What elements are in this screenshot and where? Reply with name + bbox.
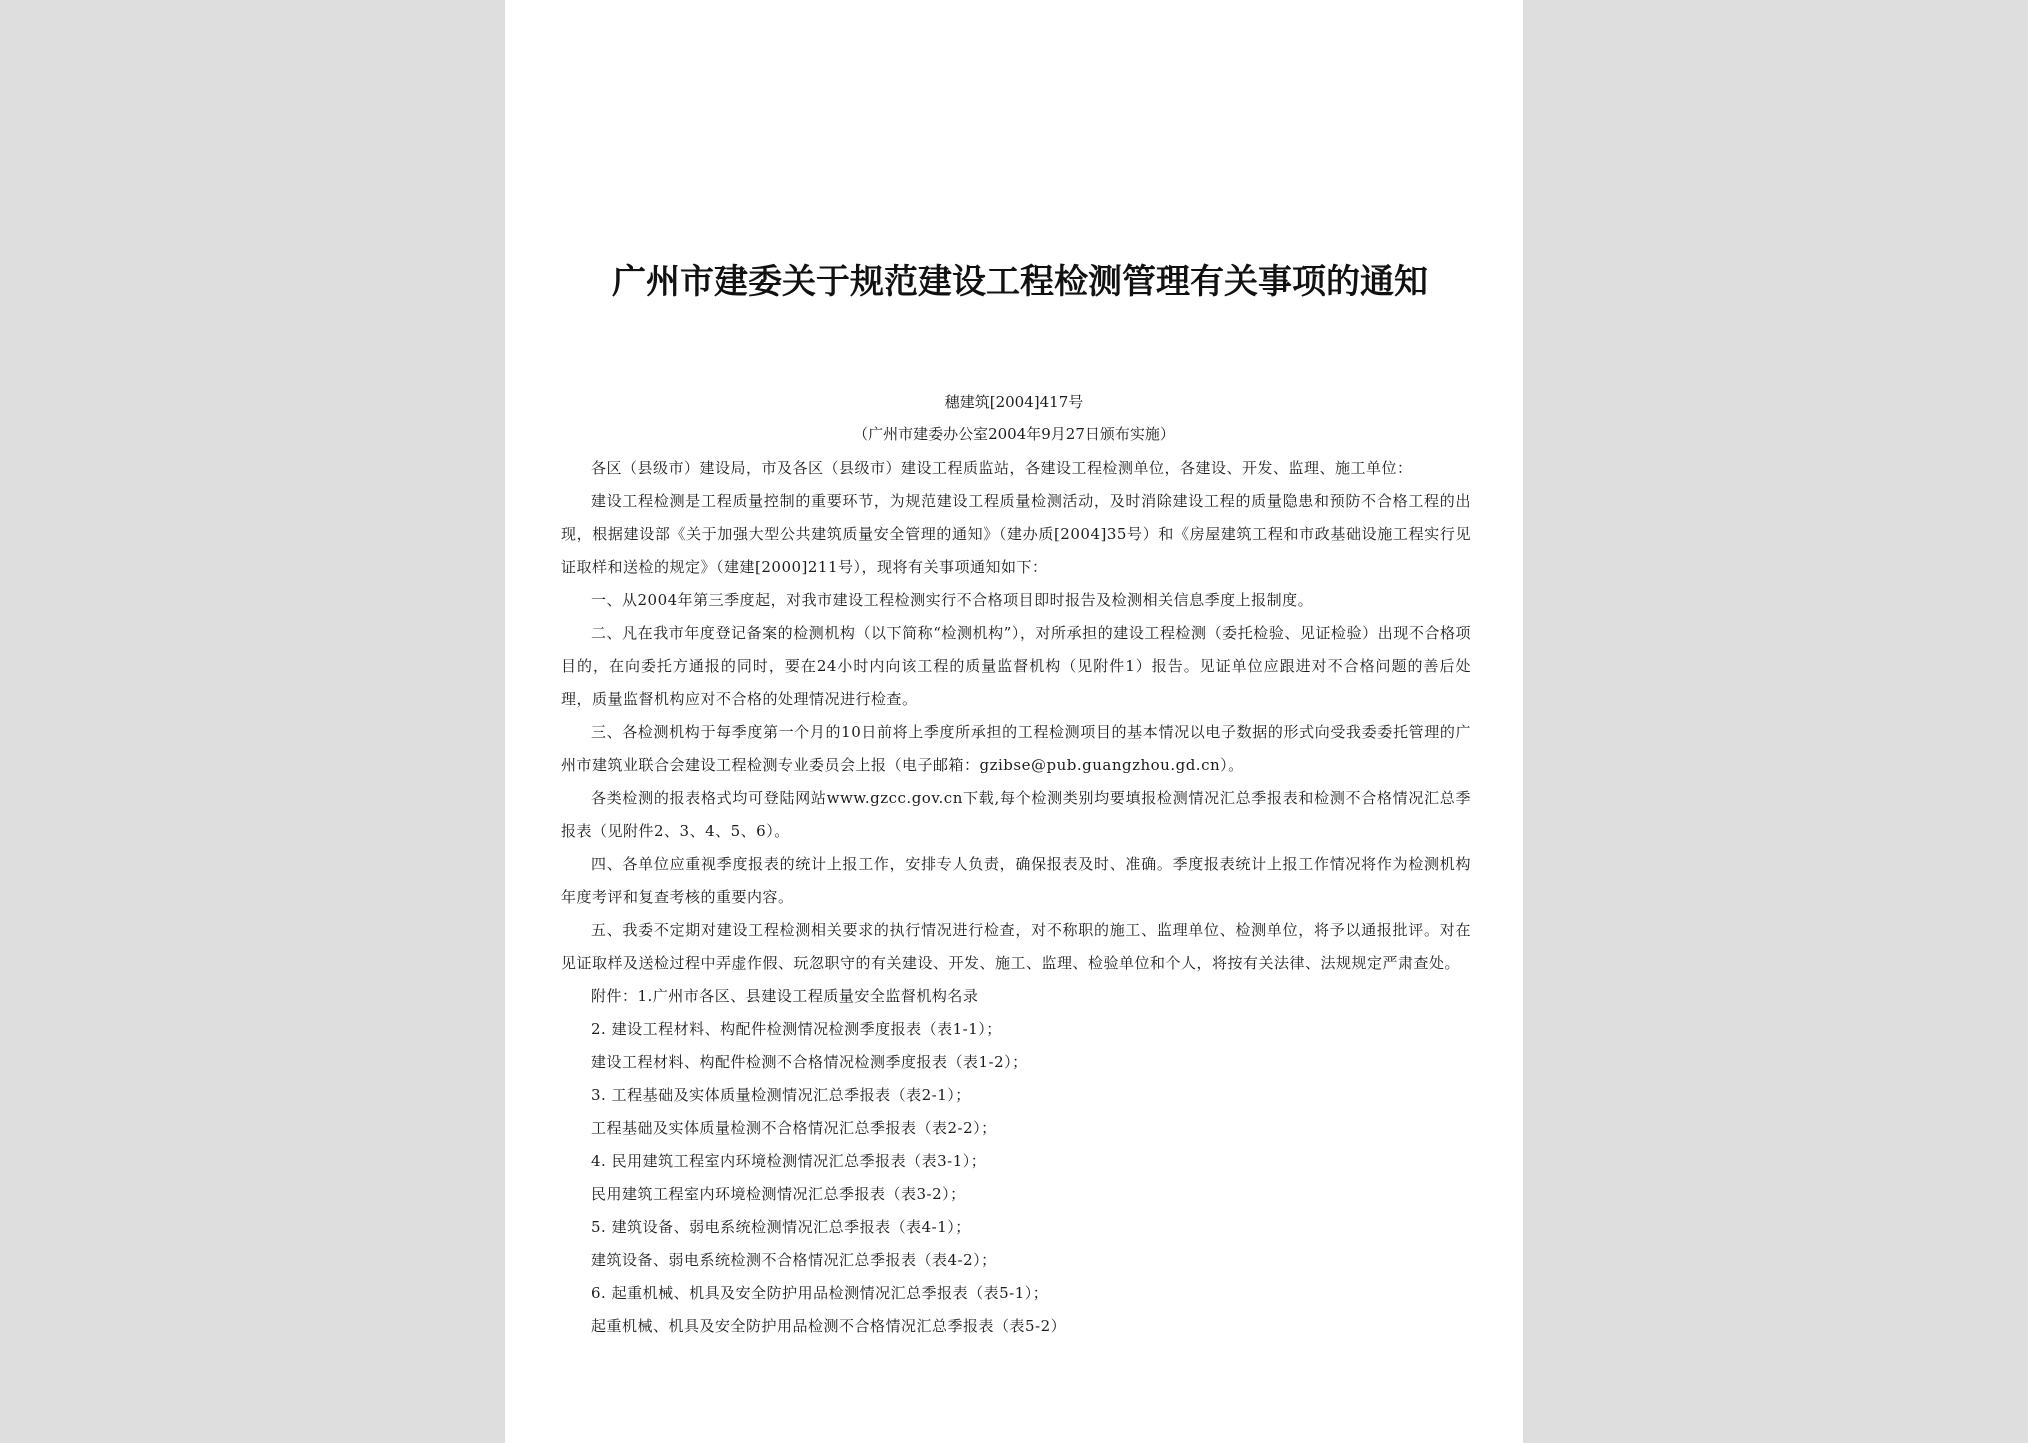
paragraph-addressees: 各区（县级市）建设局，市及各区（县级市）建设工程质监站，各建设工程检测单位，各建设、开发、监理、施工单位： [591, 459, 1413, 477]
document-body [561, 452, 1471, 1343]
attachment-line: 建筑设备、弱电系统检测不合格情况汇总季报表（表4-2）； [591, 1251, 997, 1269]
attachment-line: 工程基础及实体质量检测不合格情况汇总季报表（表2-2）； [591, 1119, 997, 1137]
paragraph-intro: 建设工程检测是工程质量控制的重要环节，为规范建设工程质量检测活动，及时消除建设工程的质量隐患和预防不合格工程的出现，根据建设部《关于加强大型公共建筑质量安全管理的通知》（建办质[2004]35号）和《房屋建筑工程和市政基础设施工程实行见证取样和送检的规定》（建建[2000]211号），现将有关事项通知如下： [561, 492, 1471, 576]
issuer-line: （广州市建委办公室2004年9月27日颁布实施） [853, 425, 1175, 443]
paragraph-item-3-note: 各类检测的报表格式均可登陆网站www.gzcc.gov.cn下载,每个检测类别均要填报检测情况汇总季报表和检测不合格情况汇总季报表（见附件2、3、4、5、6）。 [561, 789, 1471, 840]
attachment-line: 2. 建设工程材料、构配件检测情况检测季度报表（表1-1）； [591, 1020, 1002, 1038]
attachment-line: 民用建筑工程室内环境检测情况汇总季报表（表3-2）； [591, 1185, 966, 1203]
paragraph-item-4: 四、各单位应重视季度报表的统计上报工作，安排专人负责，确保报表及时、准确。季度报表统计上报工作情况将作为检测机构年度考评和复查考核的重要内容。 [561, 855, 1471, 906]
attachment-line: 4. 民用建筑工程室内环境检测情况汇总季报表（表3-1）； [591, 1152, 987, 1170]
paragraph-item-2: 二、凡在我市年度登记备案的检测机构（以下简称“检测机构”），对所承担的建设工程检测（委托检验、见证检验）出现不合格项目的，在向委托方通报的同时，要在24小时内向该工程的质量监督机构（见附件1）报告。见证单位应跟进对不合格问题的善后处理，质量监督机构应对不合格的处理情况进行检查。 [561, 624, 1471, 708]
paragraph-item-3: 三、各检测机构于每季度第一个月的10日前将上季度所承担的工程检测项目的基本情况以电子数据的形式向受我委委托管理的广州市建筑业联合会建设工程检测专业委员会上报（电子邮箱：gzibse@pub.guangzhou.gd.cn）。 [561, 723, 1471, 774]
attachment-line: 建设工程材料、构配件检测不合格情况检测季度报表（表1-2）； [591, 1053, 1028, 1071]
paragraph-item-5: 五、我委不定期对建设工程检测相关要求的执行情况进行检查，对不称职的施工、监理单位、检测单位，将予以通报批评。对在见证取样及送检过程中弄虚作假、玩忽职守的有关建设、开发、施工、监理、检验单位和个人，将按有关法律、法规规定严肃查处。 [561, 921, 1471, 972]
document-page [505, 0, 1523, 1443]
paragraph-item-1: 一、从2004年第三季度起，对我市建设工程检测实行不合格项目即时报告及检测相关信息季度上报制度。 [591, 591, 1314, 609]
document-number: 穗建筑[2004]417号 [944, 393, 1084, 411]
attachment-line: 附件：1.广州市各区、县建设工程质量安全监督机构名录 [591, 987, 979, 1005]
attachment-line: 6. 起重机械、机具及安全防护用品检测情况汇总季报表（表5-1）； [591, 1284, 1049, 1302]
document-title: 广州市建委关于规范建设工程检测管理有关事项的通知 [612, 262, 1428, 302]
attachment-line: 3. 工程基础及实体质量检测情况汇总季报表（表2-1）； [591, 1086, 971, 1104]
attachment-line: 5. 建筑设备、弱电系统检测情况汇总季报表（表4-1）； [591, 1218, 971, 1236]
attachment-line: 起重机械、机具及安全防护用品检测不合格情况汇总季报表（表5-2） [591, 1317, 1067, 1335]
